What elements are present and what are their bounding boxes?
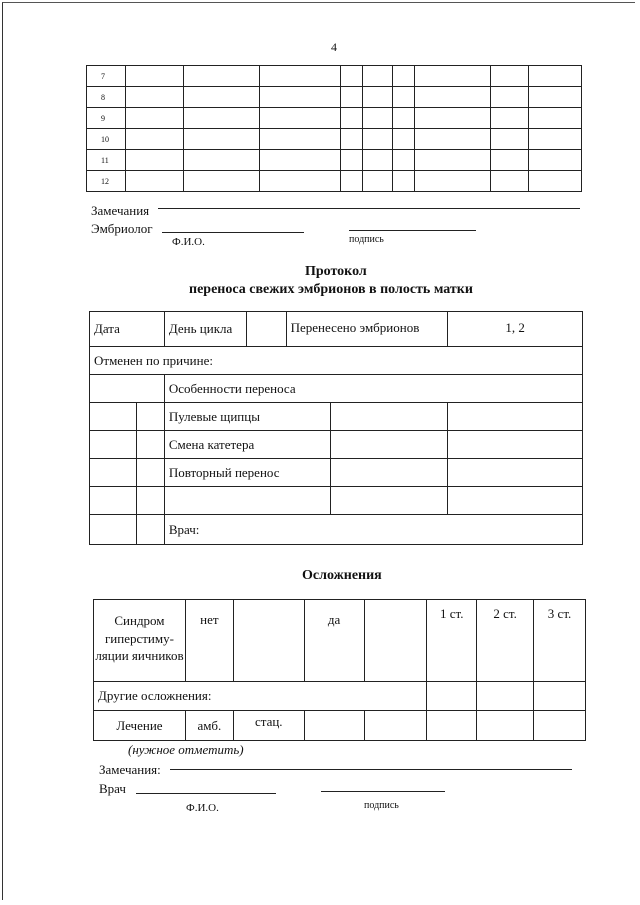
doctor-signature-line[interactable] (321, 791, 445, 792)
repeat-label: Повторный перенос (164, 459, 330, 487)
treatment-label: Лечение (94, 711, 186, 741)
transferred-value[interactable]: 1, 2 (448, 312, 583, 347)
date-label: Дата (90, 312, 165, 347)
row-number: 11 (87, 150, 126, 171)
fio-caption: Ф.И.О. (172, 236, 205, 248)
remarks-line[interactable] (158, 208, 580, 209)
cycle-day-value[interactable] (246, 312, 286, 347)
degree-1-label: 1 ст. (427, 600, 477, 682)
other-complications-label: Другие осложнения: (94, 682, 427, 711)
embryologist-fio-line[interactable] (162, 232, 304, 233)
protocol-subtitle: переноса свежих эмбрионов в полость матки (189, 282, 473, 297)
row-number: 12 (87, 171, 126, 192)
ohss-label: Синдром гиперстиму-ляции яичников (94, 600, 186, 682)
outpatient-label: амб. (185, 711, 233, 741)
cancelled-label: Отменен по причине: (90, 347, 583, 375)
no-mark-cell[interactable] (233, 600, 304, 682)
complications-title: Осложнения (302, 568, 382, 583)
protocol-title: Протокол (305, 264, 367, 279)
note-mark: (нужное отметить) (128, 742, 244, 757)
remarks-label: Замечания (91, 203, 150, 218)
signature2-caption: подпись (364, 800, 399, 811)
embryologist-label: Эмбриолог (91, 221, 153, 236)
cycle-day-label: День цикла (164, 312, 246, 347)
signature-caption: подпись (349, 234, 384, 245)
row-number: 10 (87, 129, 126, 150)
doctor2-label: Врач (99, 781, 126, 796)
protocol-table (89, 311, 583, 545)
forceps-label: Пулевые щипцы (164, 403, 330, 431)
doctor-fio-line[interactable] (136, 793, 276, 794)
row-number: 8 (87, 87, 126, 108)
yes-label: да (304, 600, 364, 682)
catheter-label: Смена катетера (164, 431, 330, 459)
yes-mark-cell[interactable] (364, 600, 427, 682)
row-number: 9 (87, 108, 126, 129)
top-table (86, 65, 582, 192)
degree-3-label: 3 ст. (534, 600, 586, 682)
doctor-label: Врач: (164, 515, 582, 545)
no-label: нет (185, 600, 233, 682)
row-number: 7 (87, 66, 126, 87)
features-label: Особенности переноса (164, 375, 582, 403)
fio2-caption: Ф.И.О. (186, 802, 219, 814)
remarks2-label: Замечания: (99, 762, 161, 777)
complications-table (93, 599, 586, 741)
remarks2-line[interactable] (170, 769, 572, 770)
transferred-label: Перенесено эмбрионов (286, 312, 448, 347)
inpatient-label: стац. (233, 711, 304, 741)
page-number: 4 (331, 40, 337, 54)
degree-2-label: 2 ст. (477, 600, 534, 682)
embryologist-signature-line[interactable] (349, 230, 476, 231)
